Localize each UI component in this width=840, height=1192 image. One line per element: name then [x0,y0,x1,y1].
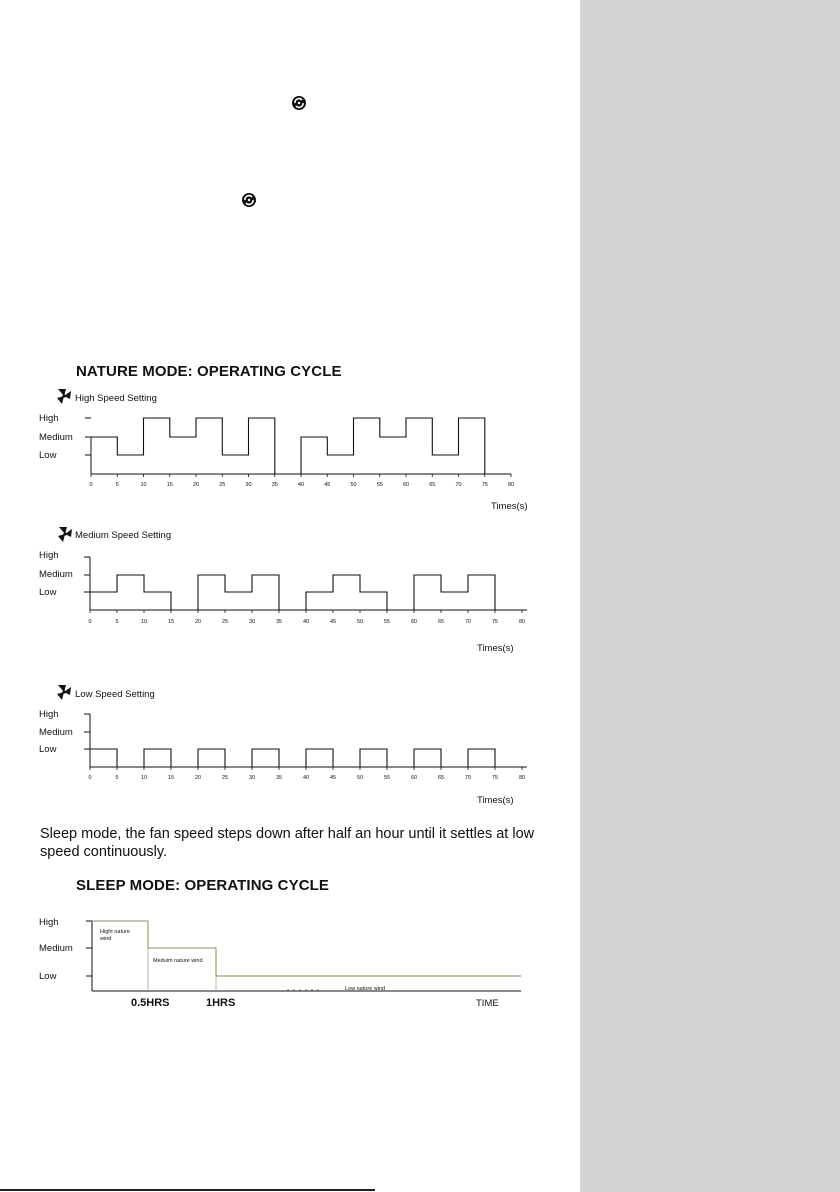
sleep-mode-description: Sleep mode, the fan speed steps down after half an hour until it settles at low speed continuously. [40,826,535,860]
x-tick-label: 15 [166,482,173,488]
x-tick-label: 30 [245,482,252,488]
y-label-medium: Medium [39,943,73,954]
x-tick-label: 45 [329,619,337,625]
nature-mode-heading: NATURE MODE: OPERATING CYCLE [76,363,342,380]
x-tick-label: 20 [192,482,200,488]
x-tick-label: 55 [383,775,391,781]
series-line [90,575,171,610]
series-line [306,575,387,610]
y-label-high: High [39,917,59,928]
y-label-low: Low [39,587,57,598]
y-label-low: Low [39,450,57,461]
x-tick-label: 35 [275,775,283,781]
x-tick-label: 75 [491,619,499,625]
y-label-medium: Medium [39,432,73,443]
x-tick-label: 80 [518,619,526,625]
x-tick-label: 75 [481,482,488,488]
step-label-high-text: Hight nature wind [100,929,130,942]
x-tick-label: 55 [383,619,391,625]
x-tick-label: 1HRS [206,997,236,1009]
x-axis-label: TIME [476,998,499,1009]
x-axis-label: Times(s) [491,501,528,512]
step-label-low: Low nature wind [345,986,386,992]
medium-speed-chart [39,530,527,654]
chart-title: Low Speed Setting [75,689,155,700]
high-speed-fan-icon [57,389,71,404]
x-tick-label: 65 [429,482,436,488]
x-tick-label: 70 [464,619,472,625]
series-line [90,749,117,767]
x-tick-label: 45 [329,775,337,781]
x-tick-label: 40 [302,775,310,781]
x-tick-label: 65 [437,619,445,625]
y-label-low: Low [39,744,57,755]
x-tick-label: 35 [275,619,283,625]
x-tick-label: 15 [167,619,175,625]
low-speed-chart [39,689,527,806]
x-tick-label: 35 [271,482,278,488]
x-tick-label: 25 [221,619,229,625]
series-line [360,749,387,767]
x-tick-label: 10 [140,482,147,488]
x-axis-label: Times(s) [477,643,514,654]
x-tick-label: 50 [356,619,364,625]
x-tick-label: 70 [464,775,472,781]
series-line [198,575,279,610]
bottom-rule [0,1189,375,1191]
x-tick-label: 10 [140,619,148,625]
x-tick-label: 30 [248,619,256,625]
medium-speed-fan-icon [58,527,72,542]
series-line [306,749,333,767]
x-tick-label: 0 [88,775,92,781]
x-tick-label: 10 [140,775,148,781]
series-line [414,575,495,610]
x-tick-label: 65 [437,775,445,781]
x-tick-label: 80 [518,775,526,781]
x-tick-label: 50 [356,775,364,781]
series-line [198,749,225,767]
chart-title: High Speed Setting [75,393,157,404]
series-line [144,749,171,767]
series-line [414,749,441,767]
y-label-medium: Medium [39,569,73,580]
y-label-high: High [39,709,59,720]
low-speed-fan-icon [57,685,71,700]
y-label-high: High [39,413,59,424]
x-tick-label: 70 [455,482,462,488]
x-tick-label: 30 [248,775,256,781]
x-tick-label: 40 [297,482,305,488]
x-tick-label: 80 [507,482,515,488]
y-label-medium: Medium [39,727,73,738]
x-tick-label: 0.5HRS [131,997,170,1009]
x-tick-label: 50 [350,482,357,488]
x-tick-label: 40 [302,619,310,625]
series-line [252,749,279,767]
x-tick-label: 0 [88,619,92,625]
x-tick-label: 60 [410,775,418,781]
series-line [301,418,485,474]
x-tick-label: 5 [115,619,119,625]
x-tick-label: 20 [194,619,202,625]
x-tick-label: 60 [410,619,418,625]
x-tick-label: 45 [324,482,331,488]
chart-title: Medium Speed Setting [75,530,172,541]
x-tick-label: 5 [115,482,119,488]
x-tick-label: 60 [402,482,410,488]
high-speed-chart [39,393,528,512]
x-tick-label: 0 [89,482,93,488]
series-line [91,418,275,474]
y-label-high: High [39,550,59,561]
x-tick-label: 55 [376,482,383,488]
x-tick-label: 15 [167,775,175,781]
x-tick-label: 75 [491,775,499,781]
x-tick-label: 5 [115,775,119,781]
step-label-medium: Meduim nature wind [153,958,203,964]
x-tick-label: 25 [219,482,226,488]
x-tick-label: 25 [221,775,229,781]
x-tick-label: 20 [194,775,202,781]
x-axis-label: Times(s) [477,795,514,806]
sleep-mode-heading: SLEEP MODE: OPERATING CYCLE [76,877,330,894]
y-label-low: Low [39,971,57,982]
series-line [468,749,495,767]
sleep-series-line [92,921,521,976]
